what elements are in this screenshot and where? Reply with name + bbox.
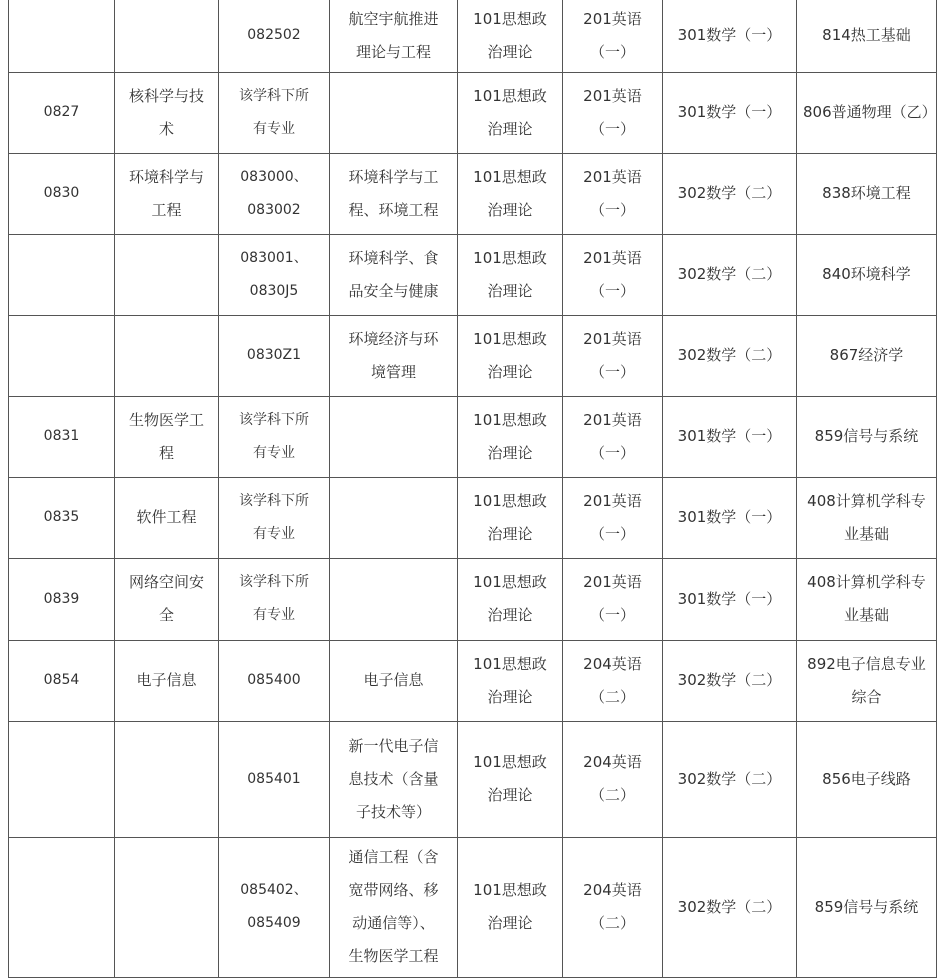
politics-exam-cell [458,72,563,153]
cell-text-line: 101思想政 [473,753,547,771]
table-row [9,721,937,837]
discipline-name-cell [115,477,219,558]
cell-text-line: 电子信息 [363,671,424,689]
discipline-code-cell [9,837,115,977]
specialty-exam-cell [797,0,937,72]
cell-text-line: （一） [589,524,635,543]
discipline-name-cell [115,721,219,837]
specialty-exam-cell [797,234,937,315]
math-exam-cell [663,234,797,315]
cell-text-line: （二） [589,914,635,932]
research-direction-cell [330,153,458,234]
discipline-name-cell [115,153,219,234]
math-exam-cell [663,640,797,721]
cell-text-line: 0830Z1 [246,347,302,363]
foreign-language-exam-cell [563,477,663,558]
discipline-name-cell [115,558,219,640]
cell-text-line: （一） [589,119,635,138]
cell-text-line: 环境科学与 [128,167,204,186]
cell-text-line: 生物医学工 [128,410,204,429]
cell-text-line: 301数学（一） [677,103,782,121]
specialty-exam-cell [797,477,937,558]
cell-text-line: 电子信息 [136,671,197,689]
discipline-code-cell [9,477,115,558]
cell-text-line: 301数学（一） [677,427,782,445]
cell-text-line: 302数学（二） [677,769,782,788]
cell-text-line: （一） [589,281,635,300]
major-code-cell [219,153,330,234]
cell-text-line: 宽带网络、移 [348,881,439,899]
cell-text-line: 101思想政 [473,248,547,267]
politics-exam-cell [458,640,563,721]
major-code-cell [219,396,330,477]
table-row [9,837,937,977]
discipline-code-cell [9,721,115,837]
cell-text-line: 软件工程 [136,508,197,526]
math-exam-cell [663,837,797,977]
cell-text-line: 302数学（二） [677,897,782,916]
discipline-name-cell [115,234,219,315]
discipline-code-cell [9,640,115,721]
research-direction-cell [330,837,458,977]
cell-text-line: 204英语 [583,881,642,899]
cell-text-line: 085402、 [240,882,308,898]
discipline-name-cell [115,0,219,72]
discipline-code-cell [9,0,115,72]
specialty-exam-cell [797,315,937,396]
cell-text-line: 814热工基础 [822,26,911,45]
politics-exam-cell [458,315,563,396]
cell-text-line: 101思想政 [473,86,547,105]
specialty-exam-cell [797,72,937,153]
cell-text-line: 408计算机学科专 [807,573,926,591]
cell-text-line: 101思想政 [473,9,547,28]
cell-text-line: 治理论 [487,362,533,381]
politics-exam-cell [458,153,563,234]
cell-text-line: 082502 [247,27,301,44]
cell-text-line: 0831 [43,428,80,444]
research-direction-cell [330,0,458,72]
cell-text-line: 101思想政 [473,881,547,899]
cell-text-line: 航空宇航推进 [348,9,439,28]
specialty-exam-cell [797,837,937,977]
math-exam-cell [663,396,797,477]
cell-text-line: 083000、 [240,168,308,185]
cell-text-line: 302数学（二） [677,184,782,202]
major-code-cell [219,72,330,153]
cell-text-line: 网络空间安 [128,573,204,591]
math-exam-cell [663,558,797,640]
cell-text-line: 业基础 [843,524,889,543]
math-exam-cell [663,0,797,72]
cell-text-line: 环境科学、食 [348,248,439,267]
cell-text-line: 806普通物理（乙） [803,103,937,121]
cell-text-line: 通信工程（含 [348,848,439,866]
cell-text-line: 该学科下所 [239,411,309,428]
research-direction-cell [330,640,458,721]
table-row [9,72,937,153]
cell-text-line: 治理论 [487,281,533,300]
major-code-cell [219,234,330,315]
cell-text-line: 101思想政 [473,654,547,673]
cell-text-line: 业基础 [843,606,889,624]
table-row [9,234,937,315]
cell-text-line: 治理论 [487,606,533,624]
foreign-language-exam-cell [563,153,663,234]
cell-text-line: 301数学（一） [677,26,782,45]
cell-text-line: 品安全与健康 [348,281,439,300]
cell-text-line: 有专业 [253,607,295,623]
cell-text-line: 085400 [247,672,301,688]
cell-text-line: 综合 [851,687,882,706]
cell-text-line: （一） [589,200,635,219]
politics-exam-cell [458,558,563,640]
specialty-exam-cell [797,396,937,477]
discipline-name-cell [115,640,219,721]
foreign-language-exam-cell [563,396,663,477]
cell-text-line: 全 [158,606,174,624]
research-direction-cell [330,72,458,153]
major-code-cell [219,558,330,640]
cell-text-line: 0854 [43,672,80,688]
cell-text-line: 治理论 [487,687,533,706]
research-direction-cell [330,477,458,558]
cell-text-line: 治理论 [487,786,533,804]
cell-text-line: 301数学（一） [677,589,782,608]
cell-text-line: 该学科下所 [239,492,309,509]
cell-text-line: （二） [589,786,635,804]
major-code-cell [219,477,330,558]
cell-text-line: 201英语 [583,329,642,348]
discipline-code-cell [9,153,115,234]
cell-text-line: 083002 [247,201,301,218]
discipline-name-cell [115,315,219,396]
research-direction-cell [330,315,458,396]
cell-text-line: 892电子信息专业 [807,654,926,673]
cell-text-line: 838环境工程 [822,184,911,202]
cell-text-line: 0839 [43,590,80,607]
discipline-name-cell [115,837,219,977]
specialty-exam-cell [797,640,937,721]
major-code-cell [219,315,330,396]
cell-text-line: 环境经济与环 [348,329,439,348]
cell-text-line: 101思想政 [473,329,547,348]
exam-subjects-table-wrapper [8,0,936,978]
cell-text-line: 201英语 [583,491,642,510]
discipline-code-cell [9,72,115,153]
cell-text-line: 201英语 [583,9,642,28]
cell-text-line: 环境科学与工 [348,167,439,186]
foreign-language-exam-cell [563,837,663,977]
discipline-code-cell [9,234,115,315]
cell-text-line: （一） [589,362,635,381]
cell-text-line: 工程 [151,200,182,219]
specialty-exam-cell [797,558,937,640]
foreign-language-exam-cell [563,315,663,396]
table-row [9,153,937,234]
table-row [9,640,937,721]
cell-text-line: 0827 [43,104,80,120]
foreign-language-exam-cell [563,721,663,837]
cell-text-line: 201英语 [583,167,642,186]
cell-text-line: 该学科下所 [239,574,309,590]
table-row [9,396,937,477]
cell-text-line: 核科学与技 [128,86,204,105]
cell-text-line: 治理论 [487,914,533,932]
research-direction-cell [330,396,458,477]
cell-text-line: 101思想政 [473,491,547,510]
table-row [9,0,937,72]
cell-text-line: 治理论 [487,443,533,462]
cell-text-line: 有专业 [253,525,295,542]
cell-text-line: 301数学（一） [677,508,782,526]
cell-text-line: 101思想政 [473,167,547,186]
cell-text-line: 840环境科学 [822,265,911,283]
politics-exam-cell [458,837,563,977]
discipline-code-cell [9,396,115,477]
specialty-exam-cell [797,721,937,837]
research-direction-cell [330,234,458,315]
major-code-cell [219,0,330,72]
cell-text-line: 该学科下所 [239,87,309,104]
cell-text-line: 新一代电子信 [348,736,439,755]
cell-text-line: 有专业 [253,120,295,137]
cell-text-line: 201英语 [583,410,642,429]
cell-text-line: 201英语 [583,248,642,267]
cell-text-line: 856电子线路 [822,769,911,788]
cell-text-line: 治理论 [487,42,533,61]
cell-text-line: 理论与工程 [355,42,431,61]
discipline-code-cell [9,558,115,640]
discipline-code-cell [9,315,115,396]
cell-text-line: 0830J5 [249,282,299,299]
foreign-language-exam-cell [563,0,663,72]
cell-text-line: 204英语 [583,654,642,673]
cell-text-line: 204英语 [583,753,642,771]
foreign-language-exam-cell [563,640,663,721]
math-exam-cell [663,477,797,558]
cell-text-line: 408计算机学科专 [807,491,926,510]
cell-text-line: 101思想政 [473,573,547,591]
table-row [9,558,937,640]
cell-text-line: 085401 [247,770,301,787]
specialty-exam-cell [797,153,937,234]
math-exam-cell [663,315,797,396]
foreign-language-exam-cell [563,234,663,315]
major-code-cell [219,721,330,837]
cell-text-line: 302数学（二） [677,346,782,364]
cell-text-line: 子技术等） [355,802,431,821]
cell-text-line: 201英语 [583,573,642,591]
foreign-language-exam-cell [563,558,663,640]
table-row [9,315,937,396]
cell-text-line: 085409 [247,915,301,931]
cell-text-line: 程 [158,443,174,462]
cell-text-line: 302数学（二） [677,265,782,283]
cell-text-line: 程、环境工程 [348,200,439,219]
math-exam-cell [663,721,797,837]
cell-text-line: 101思想政 [473,410,547,429]
research-direction-cell [330,558,458,640]
cell-text-line: 867经济学 [829,346,904,364]
cell-text-line: 术 [158,119,174,138]
cell-text-line: 859信号与系统 [814,427,919,445]
cell-text-line: 动通信等）、 [352,914,435,932]
math-exam-cell [663,72,797,153]
cell-text-line: （二） [589,687,635,706]
cell-text-line: 302数学（二） [677,671,782,689]
table-row [9,477,937,558]
math-exam-cell [663,153,797,234]
cell-text-line: 0835 [43,509,80,525]
cell-text-line: 息技术（含量 [348,769,439,788]
cell-text-line: 生物医学工程 [348,947,439,965]
politics-exam-cell [458,477,563,558]
cell-text-line: 治理论 [487,119,533,138]
cell-text-line: 境管理 [370,362,416,381]
politics-exam-cell [458,721,563,837]
politics-exam-cell [458,234,563,315]
cell-text-line: （一） [589,443,635,462]
cell-text-line: 083001、 [240,249,308,266]
cell-text-line: 有专业 [253,444,295,461]
cell-text-line: 201英语 [583,86,642,105]
major-code-cell [219,640,330,721]
discipline-name-cell [115,72,219,153]
discipline-name-cell [115,396,219,477]
cell-text-line: 治理论 [487,524,533,543]
exam-subjects-table [8,0,937,978]
research-direction-cell [330,721,458,837]
cell-text-line: 859信号与系统 [814,897,919,916]
major-code-cell [219,837,330,977]
politics-exam-cell [458,0,563,72]
cell-text-line: 治理论 [487,200,533,219]
cell-text-line: 0830 [43,185,80,201]
cell-text-line: （一） [589,42,635,61]
cell-text-line: （一） [589,606,635,624]
politics-exam-cell [458,396,563,477]
table-body [9,0,937,977]
foreign-language-exam-cell [563,72,663,153]
